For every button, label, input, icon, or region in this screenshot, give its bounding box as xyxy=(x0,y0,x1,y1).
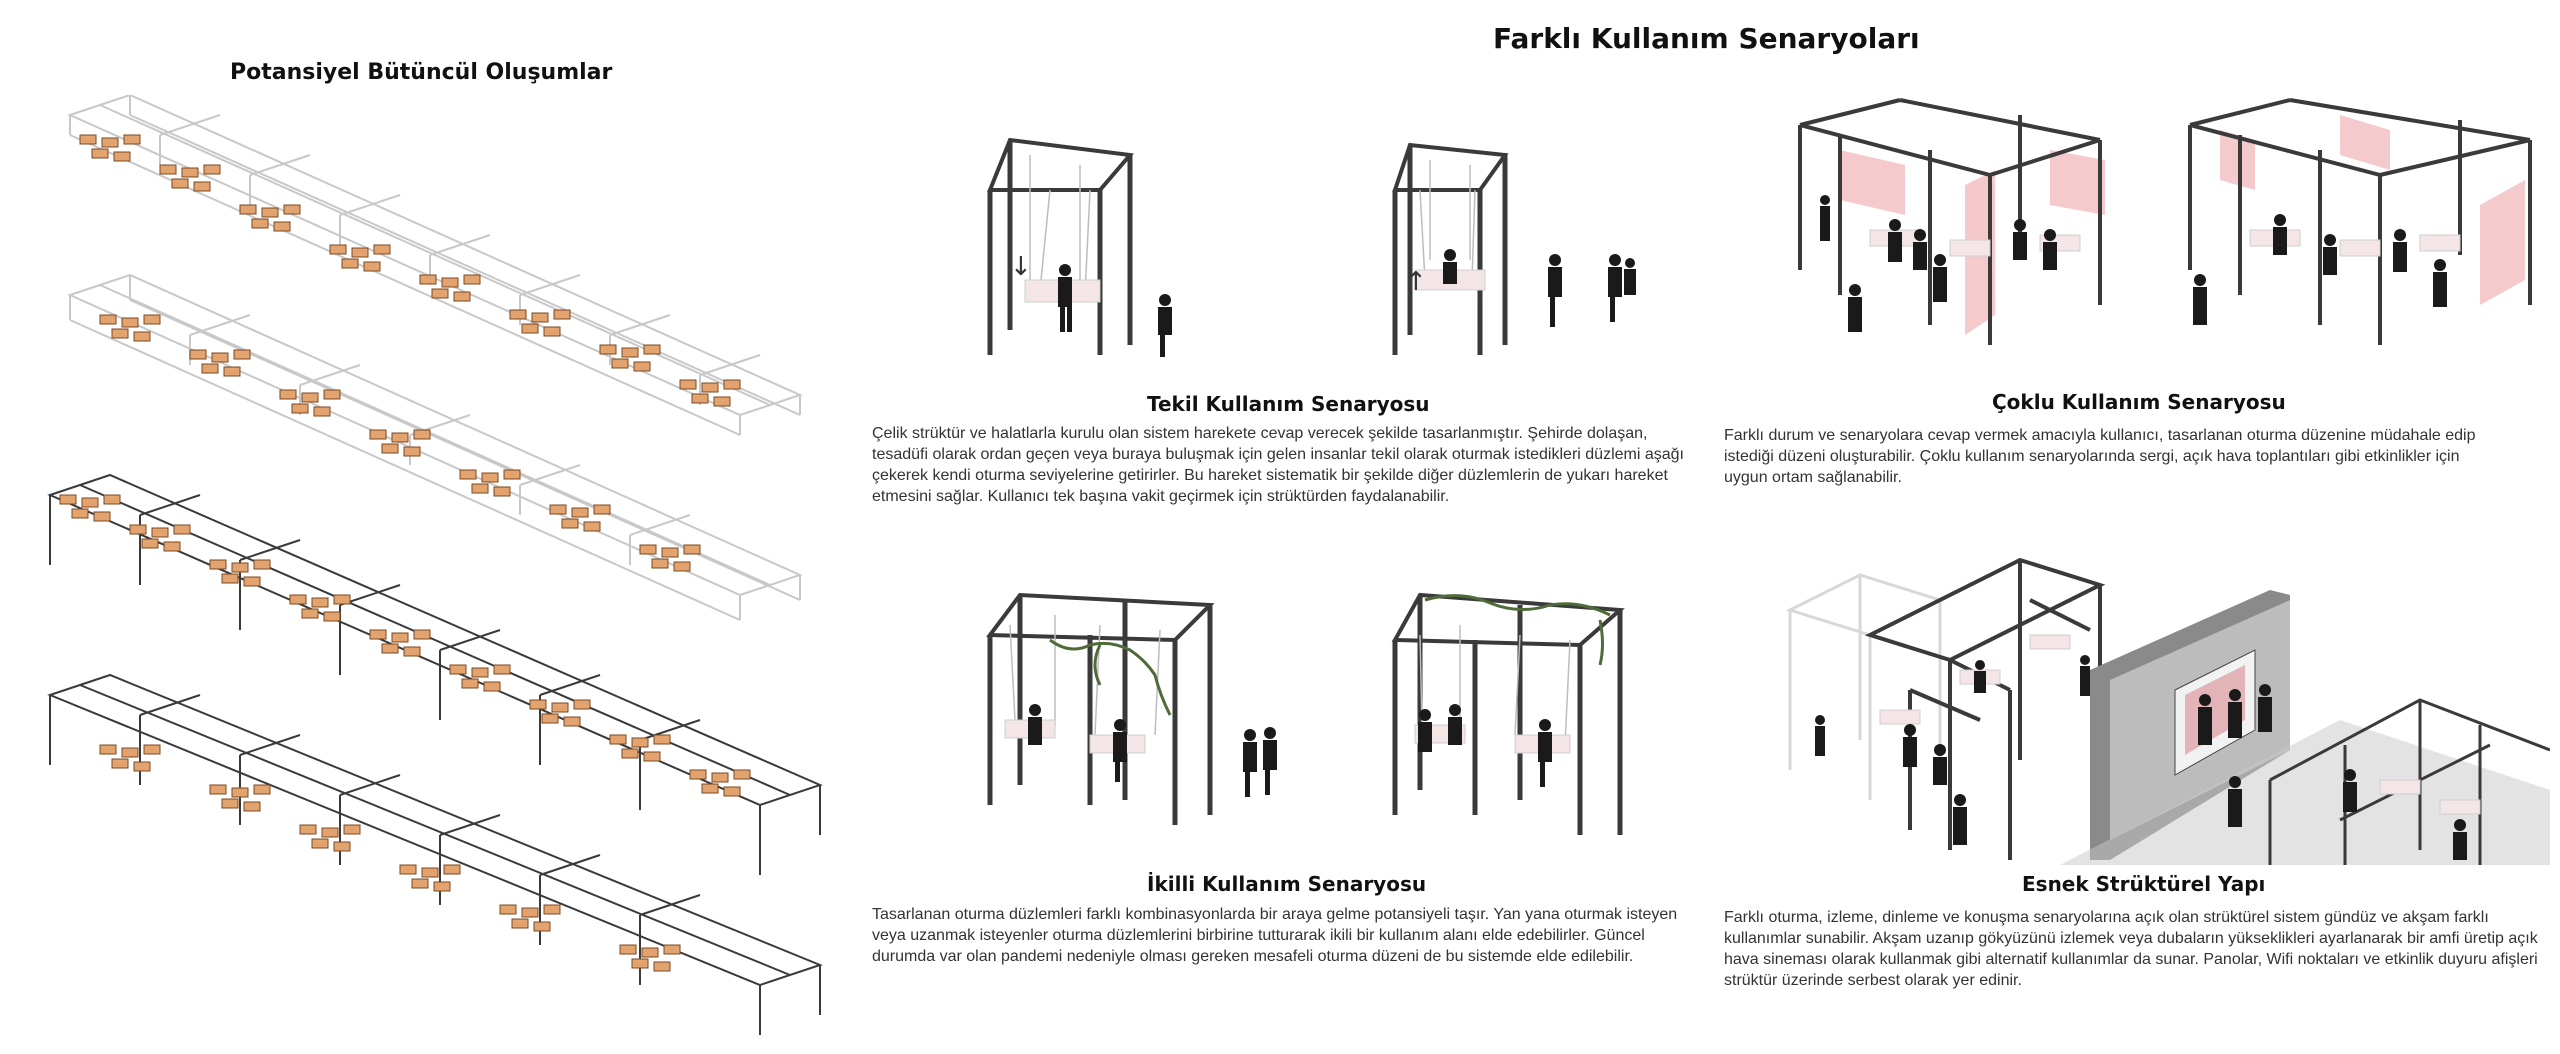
scenario-3-title: İkilli Kullanım Senaryosu xyxy=(1147,872,1427,896)
assembly-1-seats xyxy=(80,135,740,406)
multi-use-illustration xyxy=(1780,95,2550,360)
left-title: Potansiyel Bütüncül Oluşumlar xyxy=(230,60,613,85)
people-pair-1 xyxy=(1028,704,1277,797)
scenario-1-title: Tekil Kullanım Senaryosu xyxy=(1147,392,1430,416)
scenario-1-text: Çelik strüktür ve halatlarla kurulu olan sistem harekete cevap verecek şekilde tasarlanmıştır. Şehirde dolaşan, tesadüfi olarak ordan geçen veya buraya buluşmak için gelen insanlar tekil olarak oturmak istedikleri düzlemi aşağı çekerek kendi oturma seviyelerine getirirler. Bu hareket sistematik bir şekilde diğer düzlemlerin de yukarı hareket etmesini sağlar. Kullanıcı tek başına vakit geçirmek için strüktürden faydalanabilir. xyxy=(872,425,1684,505)
light-frames xyxy=(1790,575,1940,800)
scenario-3-text: Tasarlanan oturma düzlemleri farklı kombinasyonlarda bir araya gelme potansiyeli taşır. Yan yana oturmak isteyen veya uzanmak isteyenler oturma düzlemlerini birbirine tutturarak ikili bir kullanım alanı elde edebilirler. Güncel durumda var olan pandemi nedeniyle olması gereken mesafeli oturma düzeni de bu sistemde elde edilebilir. xyxy=(872,906,1678,965)
person-figures-1 xyxy=(1058,264,1172,357)
scenario-2-text: Farklı durum ve senaryolara cevap vermek amacıyla kullanıcı, tasarlanan oturma düzenine müdahale edip istediği düzeni oluşturabilir. Çoklu kullanım senaryolarında sergi, açık hava toplantıları gibi etkinlikler için uygun ortam sağlanabilir. xyxy=(1724,427,2476,486)
arrow-down-icon: ↓ xyxy=(1010,252,1032,282)
seat-planes xyxy=(1870,230,2460,256)
frames-left xyxy=(1800,100,2100,345)
people xyxy=(1820,195,2447,332)
assembly-diagrams xyxy=(40,95,830,1045)
assembly-3-seats xyxy=(60,495,750,796)
flexible-structure-illustration xyxy=(1780,520,2550,865)
scenario-4-text: Farklı oturma, izleme, dinleme ve konuşma senaryolarına açık olan strüktürel sistem gündüz ve akşam farklı kullanımlar sunabilir. Akşam uzanıp gökyüzünü izlemek veya dubaların yükseklikleri ayarlanarak bir amfi üretip açık hava sineması olarak kullanmak gibi alternatif kullanımlar da sunar. Panolar, Wifi noktaları ve etkinlik duyuru afişleri strüktür üzerinde serbest olarak yer edinir. xyxy=(1724,909,2538,989)
scenario-2-title: Çoklu Kullanım Senaryosu xyxy=(1992,390,2286,414)
scenario-4-title: Esnek Strüktürel Yapı xyxy=(2022,872,2266,896)
single-use-illustration xyxy=(960,130,1670,375)
arrow-up-icon: ↑ xyxy=(1405,267,1427,297)
paired-use-illustration xyxy=(960,585,1670,845)
assembly-4 xyxy=(50,675,820,1035)
vines-1 xyxy=(1050,640,1170,715)
right-title: Farklı Kullanım Senaryoları xyxy=(1493,22,1920,55)
